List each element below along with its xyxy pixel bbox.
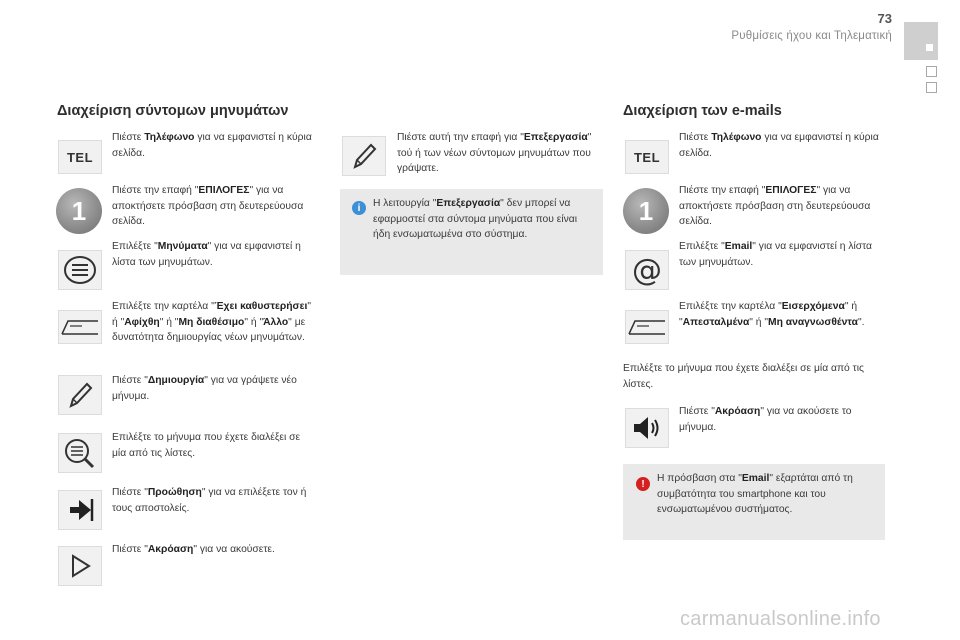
tel-label: TEL bbox=[66, 149, 94, 165]
step-one-badge: 1 bbox=[56, 188, 102, 234]
watermark: carmanualsonline.info bbox=[680, 608, 881, 630]
warning-icon: ! bbox=[636, 477, 650, 491]
forward-icon-box bbox=[58, 490, 102, 530]
at-sign-icon: @ bbox=[632, 252, 662, 288]
email-tel-button-icon bbox=[625, 140, 669, 174]
sms-step-3: Επιλέξτε "Μηνύματα" για να εμφανιστεί η λίστα των μηνυμάτων. bbox=[112, 241, 301, 268]
page-number: 73 bbox=[877, 11, 892, 26]
edit-info-text: Η λειτουργία "Επεξεργασία" δεν μπορεί να εφαρμοστεί στα σύντομα μηνύματα που είναι ήδη ενσωματωμένα στο σύστημα. bbox=[373, 198, 578, 240]
email-section-title: Διαχείριση των e-mails bbox=[623, 103, 782, 119]
email-tab-icon bbox=[625, 310, 669, 344]
sms-step-1: Πιέστε Τηλέφωνο για να εμφανιστεί η κύρια σελίδα. bbox=[112, 132, 312, 159]
email-step-one-badge: 1 bbox=[623, 188, 669, 234]
email-warning-text: Η πρόσβαση στα "Email" εξαρτάται από τη συμβατότητα του smartphone και του ενσωματωμένου συστήματος. bbox=[657, 473, 853, 515]
email-step-4: Επιλέξτε την καρτέλα "Εισερχόμενα" ή "Απεσταλμένα" ή "Μη αναγνωσθέντα". bbox=[679, 301, 865, 328]
magnifier-list-icon bbox=[62, 436, 98, 470]
edit-info-box bbox=[340, 189, 603, 275]
edit-pencil-icon-box bbox=[342, 136, 386, 176]
email-warning-box bbox=[623, 464, 885, 540]
at-sign-icon-box bbox=[625, 250, 669, 290]
info-icon: i bbox=[352, 201, 366, 215]
email-step-6: Πιέστε "Ακρόαση" για να ακούσετε το μήνυμα. bbox=[679, 406, 852, 433]
tel-button-icon bbox=[58, 140, 102, 174]
search-list-icon-box bbox=[58, 433, 102, 473]
chapter-tab-marker bbox=[926, 44, 933, 51]
forward-arrow-icon bbox=[65, 495, 95, 525]
email-tel-label: TEL bbox=[633, 149, 661, 165]
chapter-tab-empty-2 bbox=[926, 82, 937, 93]
edit-step: Πιέστε αυτή την επαφή για "Επεξεργασία" τού ή των νέων σύντομων μηνυμάτων που γράψατε. bbox=[397, 132, 592, 174]
email-step-5: Επιλέξτε το μήνυμα που έχετε διαλέξει σε μία από τις λίστες. bbox=[623, 363, 864, 390]
speaker-icon bbox=[630, 413, 664, 443]
chapter-tab-empty-1 bbox=[926, 66, 937, 77]
edit-pencil-icon bbox=[349, 140, 379, 172]
play-icon-box bbox=[58, 546, 102, 586]
email-step-3: Επιλέξτε "Email" για να εμφανιστεί η λίστα των μηνυμάτων. bbox=[679, 241, 873, 268]
sms-step-8: Πιέστε "Ακρόαση" για να ακούσετε. bbox=[112, 544, 275, 555]
sms-step-2: Πιέστε την επαφή "ΕΠΙΛΟΓΕΣ" για να αποκτήσετε πρόσβαση στη δευτερεύουσα σελίδα. bbox=[112, 185, 304, 227]
running-header: Ρυθμίσεις ήχου και Τηλεματική bbox=[731, 30, 892, 42]
list-icon bbox=[58, 250, 102, 290]
play-icon bbox=[65, 551, 95, 581]
sms-step-7: Πιέστε "Προώθηση" για να επιλέξετε τον ή τους αποστολείς. bbox=[112, 487, 307, 514]
email-tab-selector-icon bbox=[627, 316, 667, 338]
email-step-1: Πιέστε Τηλέφωνο για να εμφανιστεί η κύρια σελίδα. bbox=[679, 132, 879, 159]
pencil-icon bbox=[65, 379, 95, 411]
chapter-tab bbox=[904, 22, 938, 60]
tab-icon bbox=[58, 310, 102, 344]
speaker-icon-box bbox=[625, 408, 669, 448]
sms-step-4: Επιλέξτε την καρτέλα "Έχει καθυστερήσει" ή "Αφίχθη" ή "Μη διαθέσιμο" ή "Άλλο" με δυνατότητα δημιουργίας νέων μηνυμάτων. bbox=[112, 301, 311, 343]
sms-step-5: Πιέστε "Δημιουργία" για να γράψετε νέο μήνυμα. bbox=[112, 375, 297, 402]
tab-selector-icon bbox=[60, 316, 100, 338]
email-step-2: Πιέστε την επαφή "ΕΠΙΛΟΓΕΣ" για να αποκτήσετε πρόσβαση στη δευτερεύουσα σελίδα. bbox=[679, 185, 871, 227]
sms-step-6: Επιλέξτε το μήνυμα που έχετε διαλέξει σε μία από τις λίστες. bbox=[112, 432, 301, 459]
messages-list-icon bbox=[63, 255, 97, 285]
sms-section-title: Διαχείριση σύντομων μηνυμάτων bbox=[57, 103, 289, 119]
pencil-icon-box bbox=[58, 375, 102, 415]
